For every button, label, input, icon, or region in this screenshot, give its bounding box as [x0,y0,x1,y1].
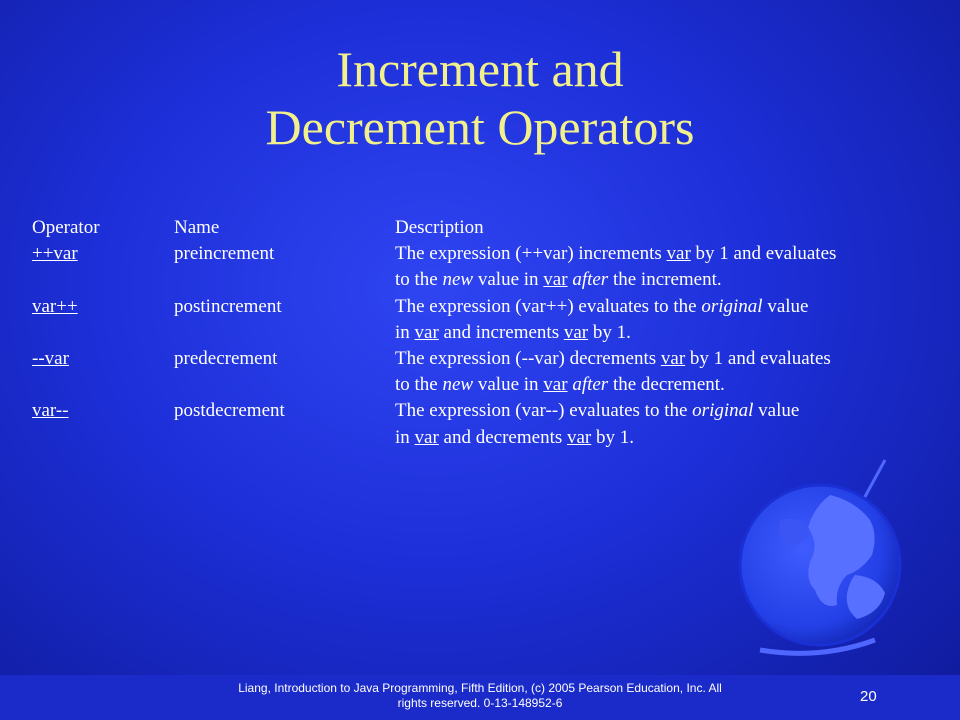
footer-line-1: Liang, Introduction to Java Programming, Fifth Edition, (c) 2005 Pearson Education, Inc. All [238,681,722,695]
operator-description: in var and decrements var by 1. [395,426,635,448]
operator-link[interactable]: --var [32,347,69,369]
page-number: 20 [860,688,877,705]
globe-icon [735,455,915,660]
header-description: Description [395,217,484,238]
operator-link[interactable]: ++var [32,243,78,265]
footer-line-2: rights reserved. 0-13-148952-6 [397,696,563,710]
operator-description: to the new value in var after the increment. [395,269,722,291]
operator-description: The expression (var--) evaluates to the original value [395,400,800,422]
footer-copyright [180,681,780,711]
operator-name: predecrement [174,347,278,369]
operator-description: The expression (--var) decrements var by 1 and evaluates [395,347,831,369]
operator-link[interactable]: var++ [32,295,78,317]
header-name: Name [174,217,220,238]
slide-title [0,40,960,156]
operator-name: postincrement [174,295,282,317]
operator-description: in var and increments var by 1. [395,321,631,343]
header-operator: Operator [32,217,100,238]
operator-description: to the new value in var after the decrement. [395,374,725,396]
operator-description: The expression (++var) increments var by 1 and evaluates [395,243,837,265]
title-line-2: Decrement Operators [265,99,695,155]
operator-link[interactable]: var-- [32,400,69,422]
operator-description: The expression (var++) evaluates to the original value [395,295,809,317]
operator-name: postdecrement [174,400,285,422]
title-line-1: Increment and [336,41,624,97]
operator-name: preincrement [174,243,275,265]
